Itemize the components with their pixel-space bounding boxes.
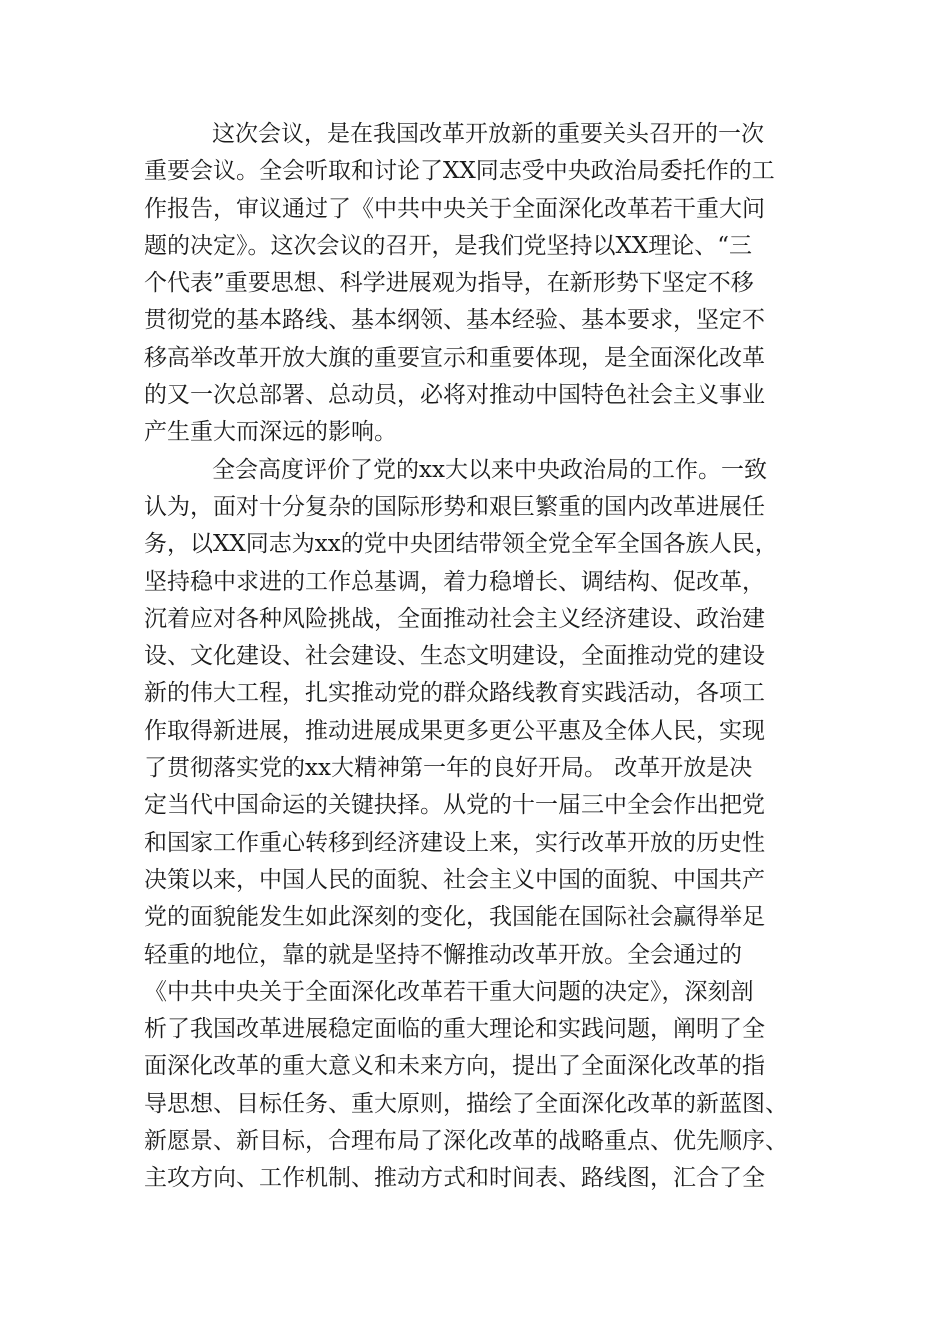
text-line: 主攻方向、工作机制、推动方式和时间表、路线图，汇合了全 <box>144 1165 765 1192</box>
document-body <box>144 116 804 1198</box>
text-line: 导思想、目标任务、重大原则，描绘了全面深化改革的新蓝图、 <box>144 1090 788 1117</box>
text-line: 沉着应对各种风险挑战，全面推动社会主义经济建设、政治建 <box>144 605 765 632</box>
text-line: 全会高度评价了党的xx大以来中央政治局的工作。一致 <box>212 456 767 483</box>
text-line: 认为，面对十分复杂的国际形势和艰巨繁重的国内改革进展任 <box>144 493 765 520</box>
text-line: 这次会议，是在我国改革开放新的重要关头召开的一次 <box>212 121 764 147</box>
text-line: 了贯彻落实党的xx大精神第一年的良好开局。 改革开放是决 <box>144 755 753 782</box>
text-line: 务，以XX同志为xx的党中央团结带领全党全军全国各族人民， <box>144 531 778 558</box>
text-line: 贯彻党的基本路线、基本纲领、基本经验、基本要求，坚定不 <box>144 307 765 334</box>
text-line: 面深化改革的重大意义和未来方向，提出了全面深化改革的指 <box>144 1053 765 1080</box>
text-line: 党的面貌能发生如此深刻的变化，我国能在国际社会赢得举足 <box>144 904 765 931</box>
text-line: 移高举改革开放大旗的重要宣示和重要体现，是全面深化改革 <box>144 344 765 371</box>
text-line: 坚持稳中求进的工作总基调，着力稳增长、调结构、促改革， <box>144 568 765 595</box>
text-line: 决策以来，中国人民的面貌、社会主义中国的面貌、中国共产 <box>144 866 765 893</box>
text-line: 作报告，审议通过了《中共中央关于全面深化改革若干重大问 <box>144 195 765 222</box>
text-line: 新的伟大工程，扎实推动党的群众路线教育实践活动，各项工 <box>144 680 765 707</box>
paragraph-2 <box>144 452 804 1198</box>
text-line: 轻重的地位，靠的就是坚持不懈推动改革开放。全会通过的 <box>144 941 742 968</box>
text-line: 新愿景、新目标，合理布局了深化改革的战略重点、优先顺序、 <box>144 1128 788 1155</box>
text-line: 个代表”重要思想、科学进展观为指导，在新形势下坚定不移 <box>144 270 754 297</box>
text-line: 题的决定》。这次会议的召开，是我们党坚持以XX理论、“三 <box>144 232 753 259</box>
paragraph-1 <box>144 116 804 452</box>
text-line: 《中共中央关于全面深化改革若干重大问题的决定》，深刻剖 <box>144 978 754 1005</box>
text-line: 设、文化建设、社会建设、生态文明建设，全面推动党的建设 <box>144 643 765 670</box>
text-line: 作取得新进展，推动进展成果更多更公平惠及全体人民，实现 <box>144 717 765 744</box>
text-line: 产生重大而深远的影响。 <box>144 419 397 446</box>
text-line: 析了我国改革进展稳定面临的重大理论和实践问题，阐明了全 <box>144 1016 765 1043</box>
text-line: 重要会议。全会听取和讨论了XX同志受中央政治局委托作的工 <box>144 158 775 185</box>
text-line: 的又一次总部署、总动员，必将对推动中国特色社会主义事业 <box>144 382 765 409</box>
text-line: 和国家工作重心转移到经济建设上来，实行改革开放的历史性 <box>144 829 765 856</box>
text-line: 定当代中国命运的关键抉择。从党的十一届三中全会作出把党 <box>144 792 765 819</box>
